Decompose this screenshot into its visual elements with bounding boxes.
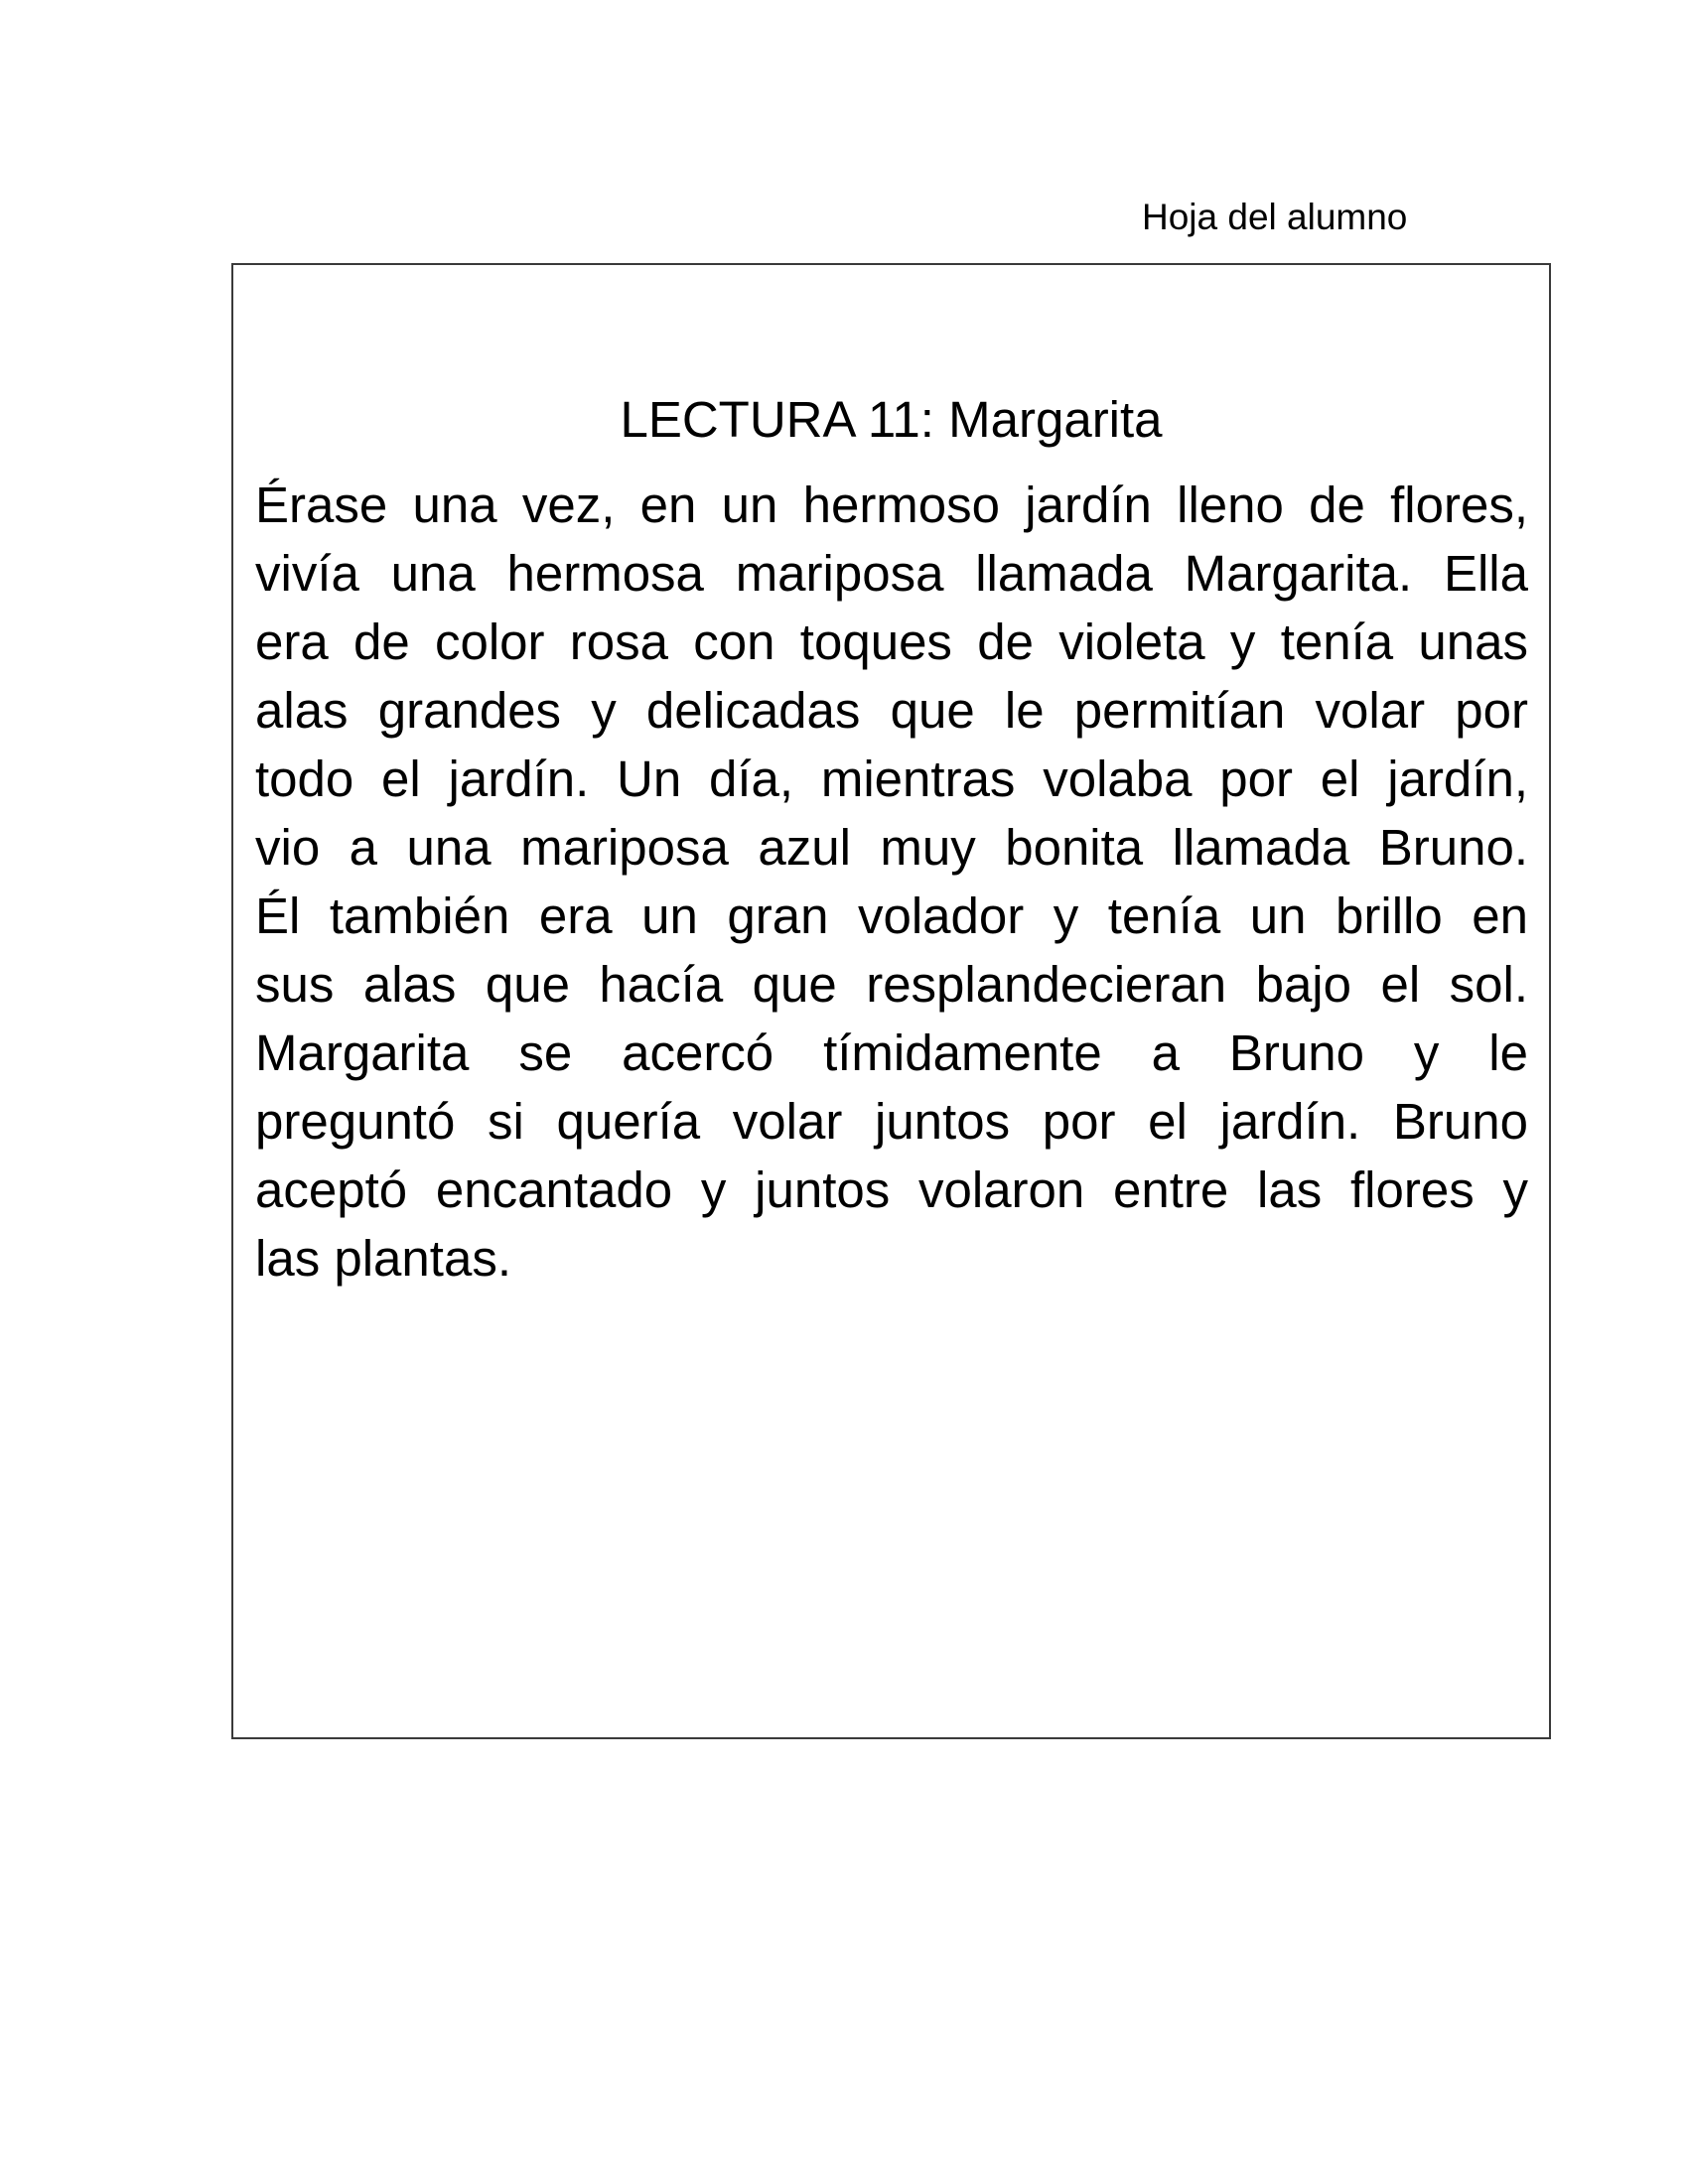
reading-line: vio a una mariposa azul muy bonita llamada Bruno. [255,819,1528,876]
reading-line: Margarita se acercó tímidamente a Bruno y le [255,1024,1528,1081]
reading-line: Él también era un gran volador y tenía un brillo en [255,887,1528,944]
reading-line: todo el jardín. Un día, mientras volaba por el jardín, [255,751,1528,807]
reading-line: era de color rosa con toques de violeta y tenía unas [255,614,1528,670]
reading-line: alas grandes y delicadas que le permitían volar por [255,682,1528,739]
reading-line: preguntó si quería volar juntos por el jardín. Bruno [255,1093,1528,1150]
reading-line: sus alas que hacía que resplandecieran bajo el sol. [255,956,1528,1013]
reading-box [231,263,1551,1739]
reading-line: aceptó encantado y juntos volaron entre las flores y [255,1161,1528,1218]
reading-text [255,471,1528,1293]
reading-line: las plantas. [255,1230,511,1287]
sheet-label: Hoja del alumno [1142,197,1408,237]
reading-line: Érase una vez, en un hermoso jardín lleno de flores, [255,477,1528,533]
reading-line: vivía una hermosa mariposa llamada Margarita. Ella [255,545,1528,602]
reading-title: LECTURA 11: Margarita [620,391,1163,448]
